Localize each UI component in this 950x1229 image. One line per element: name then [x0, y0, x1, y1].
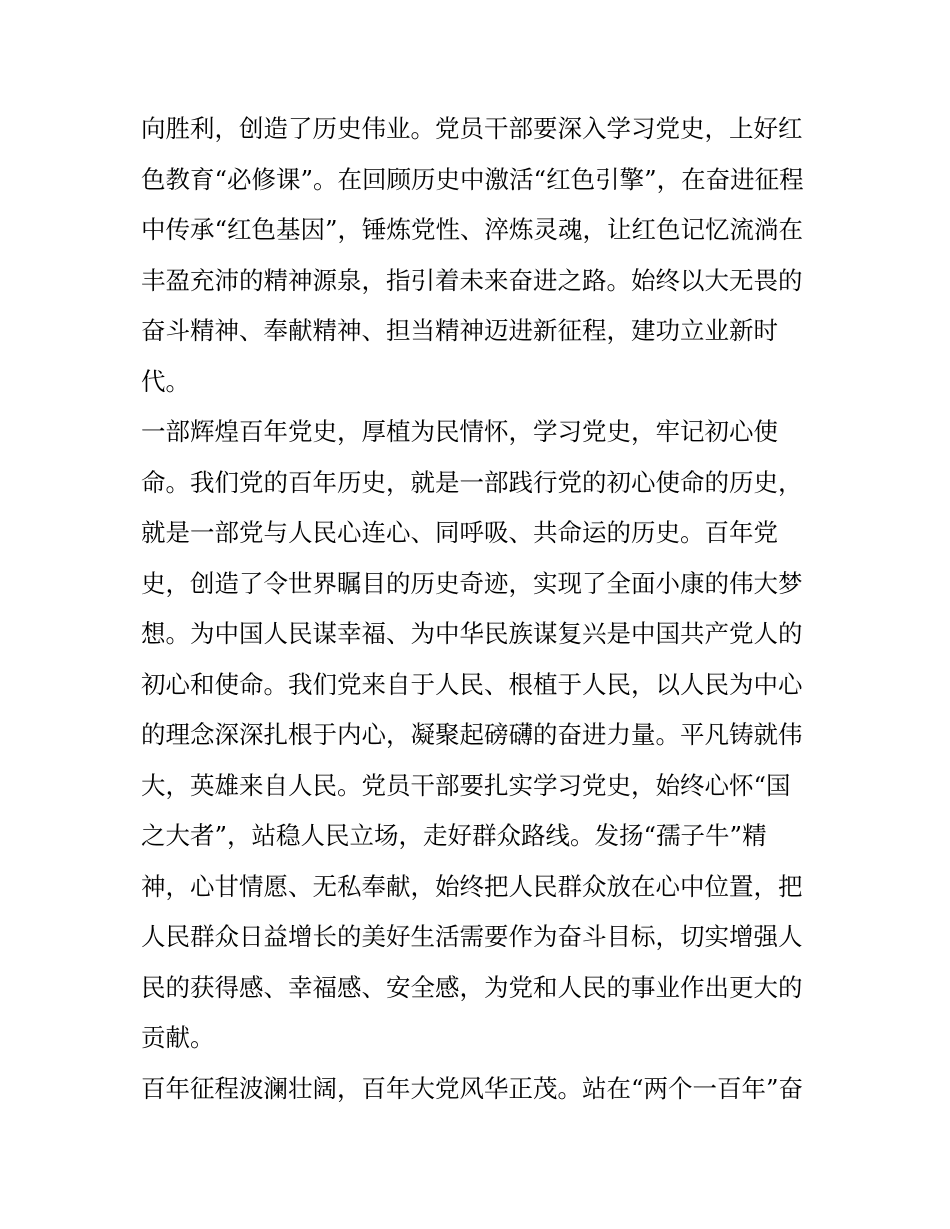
text-line: 的理念深深扎根于内心，凝聚起磅礴的奋进力量。平凡铸就伟: [141, 720, 803, 749]
text-line: 向胜利，创造了历史伟业。党员干部要深入学习党史，上好红: [141, 114, 803, 143]
paragraph-3: [141, 1064, 813, 1115]
text-line: 初心和使命。我们党来自于人民、根植于人民，以人民为中心: [141, 669, 803, 699]
text-line: 丰盈充沛的精神源泉，指引着未来奋进之路。始终以大无畏的: [141, 265, 803, 295]
text-line: 中传承“红色基因”，锤炼党性、淬炼灵魂，让红色记忆流淌在: [141, 215, 804, 244]
text-line: 代。: [141, 366, 190, 396]
paragraph-2: [141, 407, 813, 1064]
text-line: 贡献。: [141, 1023, 215, 1052]
text-line: 命。我们党的百年历史，就是一部践行党的初心使命的历史，: [141, 467, 803, 497]
text-line: 之大者”，站稳人民立场，走好群众路线。发扬“孺子牛”精: [141, 821, 767, 850]
text-line: 一部辉煌百年党史，厚植为民情怀，学习党史，牢记初心使: [141, 417, 778, 446]
text-line: 大，英雄来自人民。党员干部要扎实学习党史，始终心怀“国: [141, 770, 791, 800]
text-line: 人民群众日益增长的美好生活需要作为奋斗目标，切实增强人: [141, 922, 803, 951]
text-line: 史，创造了令世界瞩目的历史奇迹，实现了全面小康的伟大梦: [141, 568, 803, 598]
text-line: 神，心甘情愿、无私奉献，始终把人民群众放在心中位置，把: [141, 871, 803, 901]
text-line: 百年征程波澜壮阔，百年大党风华正茂。站在“两个一百年”奋: [141, 1073, 804, 1103]
paragraph-1: [141, 104, 813, 407]
document-body: [141, 104, 813, 1114]
text-line: 就是一部党与人民心连心、同呼吸、共命运的历史。百年党: [141, 518, 778, 547]
text-line: 色教育“必修课”。在回顾历史中激活“红色引擎”，在奋进征程: [141, 164, 804, 194]
text-line: 民的获得感、幸福感、安全感，为党和人民的事业作出更大的: [141, 972, 803, 1002]
text-line: 奋斗精神、奉献精神、担当精神迈进新征程，建功立业新时: [141, 316, 778, 345]
text-line: 想。为中国人民谋幸福、为中华民族谋复兴是中国共产党人的: [141, 619, 803, 648]
